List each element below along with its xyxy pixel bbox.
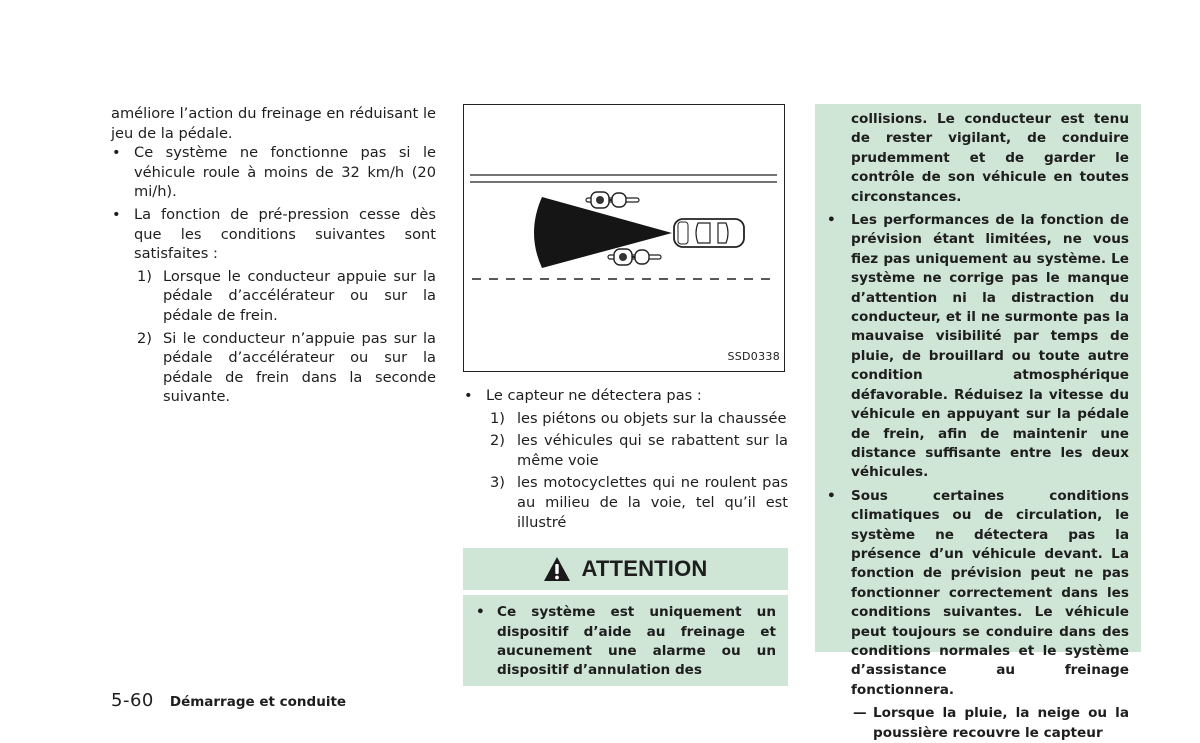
item-number: 1) [490, 409, 505, 427]
item-text: Si le conducteur n’appuie pas sur la pédale d’accélérateur ou sur la pédale de frein dans la seconde suivante. [163, 329, 436, 406]
bullet-dot-icon: • [464, 387, 473, 404]
warning-triangle-icon [543, 556, 571, 582]
attention-header [463, 548, 788, 590]
bullet-text: Le capteur ne détectera pas : [486, 387, 702, 404]
motorcycle-lower-icon [608, 249, 661, 265]
bullet-text: Les performances de la fonction de prévision étant limitées, ne vous fiez pas uniquement au système. Le système ne corrige pas le manque d’attention ni la distraction du conducteur, et il ne surmonte pas la mauvaise visibilité par temps de pluie, de brouillard ou toute autre condition atmosphérique défavorable. Réduisez la vitesse du véhicule en appuyant sur la pédale de frein, afin de maintenir une distance suffisante entre les deux véhicules. [851, 212, 1129, 481]
bullet-dot-icon: • [112, 144, 121, 162]
dash-marker: — [853, 705, 867, 722]
right-column [815, 104, 1141, 741]
bullet-performance [827, 211, 1129, 483]
attention-bullet [475, 603, 776, 681]
page-number: 5-60 [111, 690, 154, 711]
numbered-item [111, 329, 436, 407]
middle-column [463, 104, 788, 686]
bullet-pre-pressure [111, 205, 436, 264]
bullet-dot-icon: • [112, 205, 121, 223]
dash-text: Lorsque la pluie, la neige ou la poussière recouvre le capteur [873, 705, 1129, 741]
left-column [111, 104, 436, 410]
figure-caption: SSD0338 [727, 350, 780, 364]
sensor-diagram [463, 104, 785, 372]
numbered-item [463, 431, 788, 470]
bullet-speed-limit [111, 143, 436, 202]
bullet-sensor [463, 386, 788, 406]
bullet-text: Sous certaines conditions climatiques ou de circulation, le système ne détectera pas la présence d’un véhicule devant. La fonction de prévision peut ne pas fonctionner correctement dans les conditions suivantes. Le véhicule peut toujours se conduire dans des conditions normales et le système d’assistance au freinage fonctionnera. [851, 487, 1129, 698]
item-number: 2) [490, 432, 505, 450]
attention-body [463, 595, 788, 686]
item-text: les véhicules qui se rabattent sur la même voie [517, 432, 788, 469]
dash-item [827, 704, 1129, 743]
bullet-dot-icon: • [827, 212, 836, 229]
item-number: 3) [490, 474, 505, 492]
bullet-dot-icon: • [476, 604, 485, 621]
numbered-item [111, 267, 436, 326]
bullet-conditions [827, 487, 1129, 700]
road-illustration [464, 105, 783, 370]
intro-paragraph: améliore l’action du freinage en réduisant le jeu de la pédale. [111, 105, 436, 142]
numbered-item [463, 473, 788, 532]
item-text: les motocyclettes qui ne roulent pas au milieu de la voie, tel qu’il est illustré [517, 474, 788, 531]
section-title: Démarrage et conduite [169, 694, 347, 710]
bullet-text: La fonction de pré-pression cesse dès que les conditions suivantes sont satisfaites : [134, 205, 436, 263]
motorcycle-upper-icon [586, 192, 639, 208]
bullet-dot-icon: • [827, 487, 836, 504]
attention-title: ATTENTION [581, 556, 708, 582]
sensor-limitations [463, 386, 788, 532]
attention-continuation [815, 104, 1141, 741]
numbered-item [463, 409, 788, 429]
page-footer [111, 690, 346, 711]
item-text: les piétons ou objets sur la chaussée [517, 409, 787, 427]
item-text: Lorsque le conducteur appuie sur la pédale d’accélérateur ou sur la pédale de frein. [163, 267, 436, 324]
item-number: 2) [137, 329, 152, 347]
bullet-text: Ce système est uniquement un dispositif d’aide au freinage et aucunement une alarme ou un dispositif d’annulation des [497, 604, 776, 679]
continuation-paragraph: collisions. Le conducteur est tenu de rester vigilant, de conduire prudemment et de garder le contrôle de son véhicule en toutes circonstances. [851, 111, 1129, 205]
car-icon [674, 219, 744, 247]
bullet-text: Ce système ne fonctionne pas si le véhicule roule à moins de 32 km/h (20 mi/h). [134, 144, 436, 201]
item-number: 1) [137, 267, 152, 285]
